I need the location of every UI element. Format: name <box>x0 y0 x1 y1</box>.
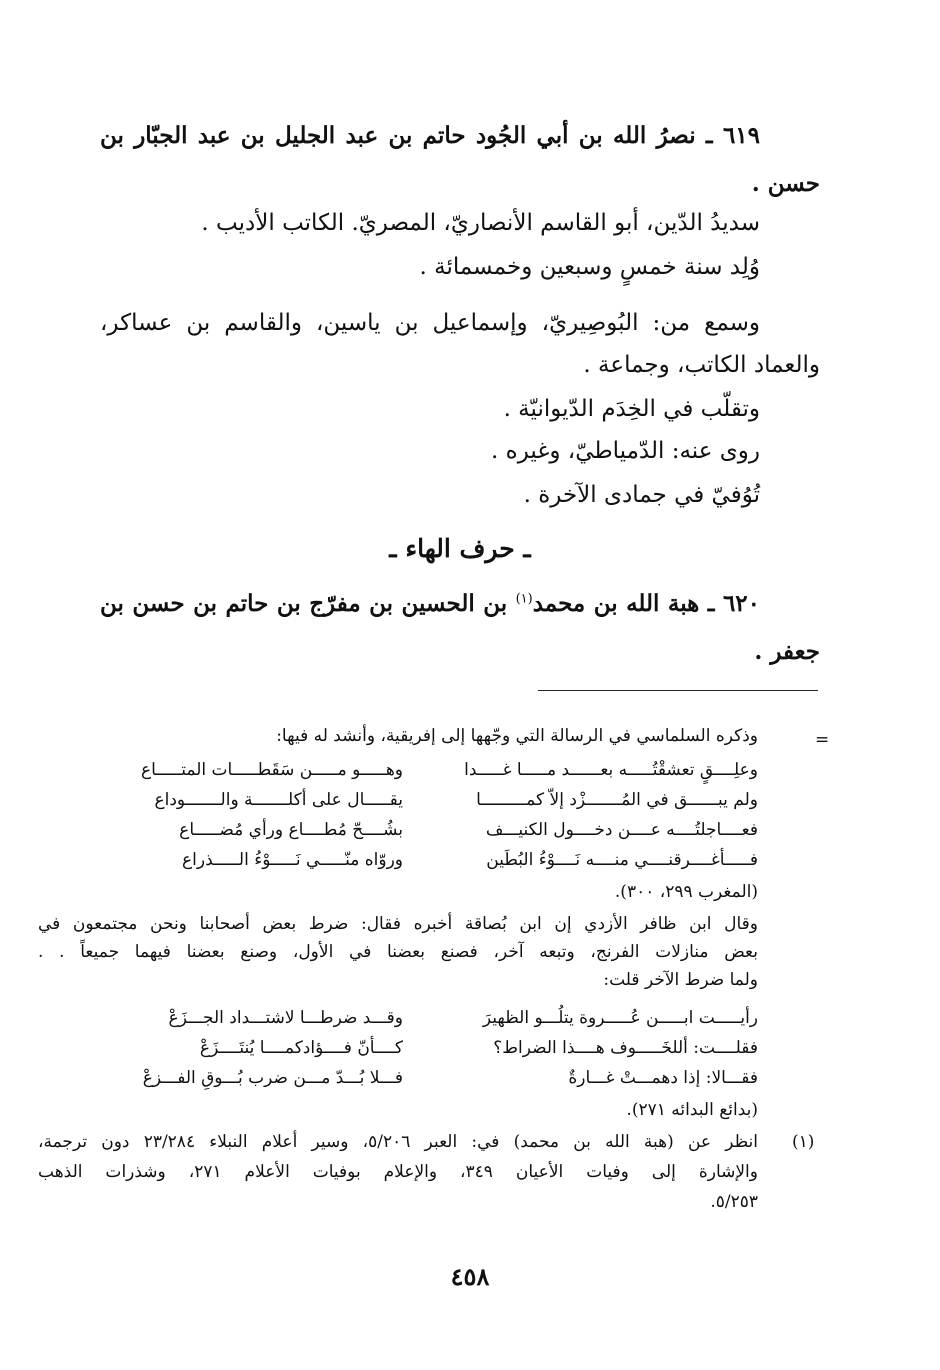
source-citation: (المغرب ٢٩٩، ٣٠٠). <box>614 882 758 902</box>
verse-hemistich-left: وهـــــو مـــــن سَقَطـــــات المتـــــاع <box>141 760 403 780</box>
continuation-marker: = <box>815 730 830 750</box>
entry-619-heading: ٦١٩ ـ نصرُ الله بن أبي الجُود حاتم بن عبد الجليل بن عبد الجبّار بن <box>100 122 760 149</box>
verse-hemistich-left: يقـــــال على أكلـــــــة والـــــــوداع <box>154 790 403 810</box>
source-citation: (بدائع البدائه ٢٧١). <box>626 1100 758 1120</box>
verse-hemistich-right: فـــــأغــــرقنــــي منــــه نَــــوْءُ البُطَين <box>486 850 758 870</box>
entry-619-teachers: وسمع من: البُوصِيريّ، وإسماعيل بن ياسين، والقاسم بن عساكر، <box>100 310 760 336</box>
page-number: ٤٥٨ <box>450 1262 490 1291</box>
entry-620-heading <box>100 590 760 617</box>
footnote-1-line: انظر عن (هبة الله بن محمد) في: العبر ٥/٢٠٦، وسير أعلام النبلاء ٢٣/٢٨٤ دون ترجمة، <box>38 1132 758 1152</box>
footnote-number: (١) <box>792 1132 815 1152</box>
footnote-paragraph-line: وقال ابن ظافر الأزدي إن ابن بُصاقة أخبره فقال: ضرط بعض أصحابنا ونحن مجتمعون في <box>38 914 758 934</box>
verse-hemistich-right: فقلــــت: أللخَـــــوف هــــذا الضراط؟ <box>493 1038 758 1058</box>
footnote-paragraph-line: ولما ضرط الآخر قلت: <box>603 970 758 990</box>
verse-hemistich-left: وقـــد ضرطـــا لاشتـــداد الجـــزَعْ <box>168 1008 403 1028</box>
footnote-ref-1: (١) <box>515 591 533 607</box>
footnote-intro: وذكره السلماسي في الرسالة التي وجّهها إلى إفريقية، وأنشد له فيها: <box>276 726 758 746</box>
entry-619-birth: وُلِد سنة خمسٍ وسبعين وخمسمائة . <box>419 254 760 280</box>
verse-line <box>123 820 758 840</box>
footnote-1-line: ٥/٢٥٣. <box>710 1192 758 1212</box>
entry-619-laqab: سديدُ الدّين، أبو القاسم الأنصاريّ، المصريّ. الكاتب الأديب . <box>201 210 760 236</box>
verse-line <box>123 850 758 870</box>
footnote-separator <box>538 690 818 691</box>
entry-620-heading-cont: جعفر . <box>754 638 820 665</box>
verse-hemistich-right: ولم يبــــــق في المُـــــــزْد إلاّ كمـــــــــا <box>476 790 758 810</box>
verse-line <box>123 760 758 780</box>
footnote-1-line: والإشارة إلى وفيات الأعيان ٣٤٩، والإعلام بوفيات الأعلام ٢٧١، وشذرات الذهب <box>38 1162 758 1182</box>
footnote-paragraph-line: بعض منازلات الفرنج، وتبعه آخر، فصنع بعضنا في الأول، وصنع بعضنا فيهما جميعاً . . <box>38 942 758 962</box>
entry-619-heading-cont: حسن . <box>751 170 820 197</box>
verse-hemistich-left: وروّاه منّـــــي نَـــــوْءُ الـــــذراع <box>182 850 403 870</box>
entry-619-death: تُوُفيّ في جمادى الآخرة . <box>523 482 760 508</box>
entry-619-teachers-cont: والعماد الكاتب، وجماعة . <box>583 352 820 378</box>
verse-line <box>123 790 758 810</box>
entry-620-name-cont: بن الحسين بن مفرّج بن حاتم بن حسن بن <box>100 590 516 617</box>
verse-hemistich-right: فعــــاجلتُــــه عــــن دخــــول الكنيـــف <box>485 820 758 840</box>
entry-619-career: وتقلّب في الخِدَم الدّيوانيّة . <box>503 396 760 422</box>
entry-619-students: روى عنه: الدّمياطيّ، وغيره . <box>491 438 760 464</box>
verse-hemistich-left: فـــلا بُـــدّ مـــن ضرب بُـــوقِ الفـــزعْ <box>142 1068 403 1088</box>
verse-line <box>123 1008 758 1028</box>
verse-hemistich-right: وعلِــــقٍ تعشقْتُـــــه بعــــــد مـــــا غـــــدا <box>464 760 758 780</box>
entry-620-name: ٦٢٠ ـ هبة الله بن محمد <box>532 590 761 617</box>
verse-hemistich-left: بشُــــحّ مُطــــاع ورأي مُضـــــاع <box>179 820 403 840</box>
verse-hemistich-right: فقـــالا: إذا دهمـــتْ غـــارةٌ <box>568 1068 758 1088</box>
section-heading: ـ حرف الهاء ـ <box>389 534 531 563</box>
verse-hemistich-left: كــــأنّ فــــؤادكمــــا يُنتَــــزَعْ <box>199 1038 403 1058</box>
verse-hemistich-right: رأيـــــت ابـــــن عُـــــروة يتلُـــو الظهيرَ <box>482 1008 758 1028</box>
verse-line <box>123 1038 758 1058</box>
verse-line <box>123 1068 758 1088</box>
